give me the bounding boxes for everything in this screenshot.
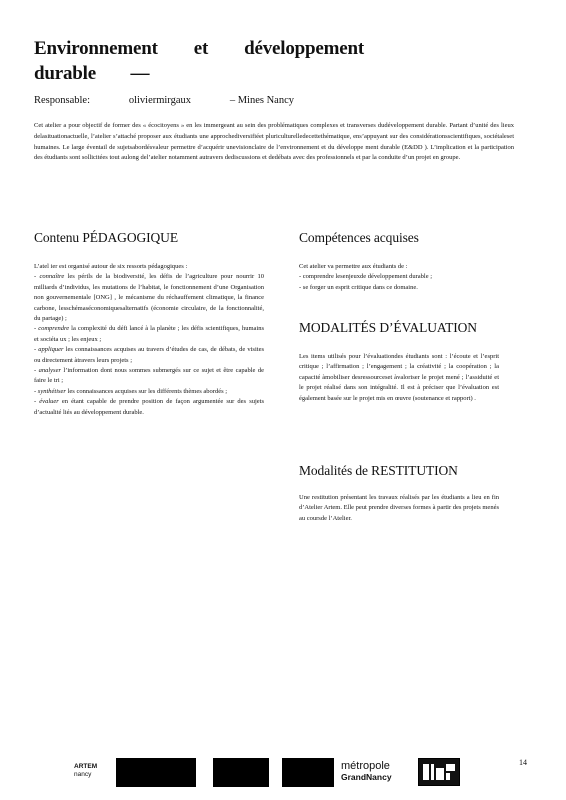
contenu-list: [34, 272, 264, 418]
list-item-verb: appliquer: [38, 346, 64, 354]
partner-logo-block: [116, 758, 196, 787]
list-item-text: l’information dont nous sommes submergés sur ce sujet et être capable de faire le tri ;: [34, 367, 264, 385]
list-item-text: les périls de la biodiversité, les défis de l’agriculture pour nourrir 10 milliards d’individus, les mutations de l’habitat, le fonctionnement d’une Organisation non gouvernementale [ONG] , le mécanisme du réchauffement climatique, la finance carbone, lesschémaséconomiquesalternatifs (économie circulaire, de la fonctionnalité, du partage) ;: [34, 273, 264, 323]
responsible-label: Responsable:: [34, 95, 90, 106]
contenu-heading: Contenu PÉDAGOGIQUE: [34, 230, 178, 245]
competences-body: [299, 262, 499, 293]
title-line-2: [34, 61, 364, 86]
list-item-verb: évaluer: [39, 398, 59, 406]
artem-logo: [74, 763, 97, 779]
page-number: 14: [519, 758, 527, 767]
contenu-body: [34, 262, 264, 418]
restitution-text: Une restitution présentant les travaux réalisés par les étudiants a lieu en fin d’Atelier Artem. Elle peut prendre diverses formes à partir des projets menés au coursde l’Atelier.: [299, 494, 499, 522]
list-item: - comprendre la complexité du défi lancé à la planète ; les défis scientifiques, humains et sociéta ux ; les enjeux ;: [34, 325, 264, 343]
list-item: - comprendre lesenjeuxde développement durable ;: [299, 273, 433, 281]
list-item: - évaluer en étant capable de prendre position de façon argumentée sur des sujets d’actualité liés au développement durable.: [34, 398, 264, 416]
competences-list: [299, 272, 499, 293]
title-word: et: [193, 38, 209, 59]
list-item-text: se forger un esprit critique dans ce domaine.: [302, 283, 418, 291]
list-item-verb: synthétiser: [37, 387, 66, 395]
artem-logo-line2: nancy: [74, 771, 92, 778]
list-item-verb: analyser: [38, 367, 61, 375]
evaluation-text: Les items utilisés pour l’évaluationdes étudiants sont : l’écoute et l’esprit critique ; l’affirmation ; l’engagement ; la créativité ; la coopération ; la capacité àmobiliser desressourceset àvaloriser le projet mené ; l’assiduité et le projet réalisé dans son intégralité. Il est à préciser que l’évaluation est également basée sur le projet mis en œuvre (soutenance et rapport) .: [299, 353, 499, 402]
list-item-verb: comprendre: [38, 325, 70, 333]
responsible-name: oliviermirgaux: [128, 95, 192, 106]
contenu-intro: L’atel ier est organisé autour de six ressorts pédagogiques :: [34, 263, 188, 270]
partner-logo-icon: [418, 758, 460, 786]
responsible-line: [34, 95, 294, 106]
title-line-1: [34, 36, 364, 61]
title-word: Environnement: [34, 38, 158, 59]
list-item-text: les connaissances acquises au travers d’études de cas, de débats, de visites ou directement àtravers leurs projets ;: [34, 346, 264, 364]
list-item: - connaître les périls de la biodiversité, les défis de l’agriculture pour nourrir 10 milliards d’individus, les mutations de l’habitat, le fonctionnement d’une Organisation non gouvernementale [ONG] , le mécanisme du réchauffement climatique, la finance carbone, lesschémaséconomiquesalternatifs (économie circulaire, de la fonctionnalité, du partage) ;: [34, 273, 264, 323]
metropole-logo-line1: métropole: [341, 760, 390, 772]
list-item-text: les connaissances acquises sur les différents thèmes abordés ;: [65, 387, 228, 395]
list-item: - synthétiser les connaissances acquises sur les différents thèmes abordés ;: [34, 387, 228, 395]
restitution-body: [299, 493, 499, 524]
metropole-logo: [341, 761, 392, 783]
title-word: durable: [34, 63, 96, 84]
metropole-logo-line2: GrandNancy: [341, 772, 392, 782]
list-item: - analyser l’information dont nous sommes submergés sur ce sujet et être capable de faire le tri ;: [34, 367, 264, 385]
list-item: - se forger un esprit critique dans ce domaine.: [299, 283, 418, 291]
page-title: [34, 36, 364, 86]
list-item-text: comprendre lesenjeuxde développement durable ;: [302, 273, 433, 281]
list-item: - appliquer les connaissances acquises au travers d’études de cas, de débats, de visites ou directement àtravers leurs projets ;: [34, 346, 264, 364]
artem-logo-line1: ARTEM: [74, 763, 98, 770]
competences-intro: Cet atelier va permettre aux étudiants de :: [299, 263, 408, 270]
list-item-text: en étant capable de prendre position de façon argumentée sur des sujets d’actualité liés au développement durable.: [34, 398, 264, 416]
evaluation-heading: MODALITÉS D’ÉVALUATION: [299, 320, 477, 335]
intro-paragraph: Cet atelier a pour objectif de former des « écocitoyens » en les immergeant au sein des problématiques complexes et transverses dudéveloppement durable. Partant d’unité des lieux delasituationactuelle, l’atelier s’attaché proposer aux étudiants une approchediversifiéet pluriculturelledecettethématique, ens’appuyant sur des considérationsscientifiques, sociétaleset humaines. Le large éventail de sujetsabordésvaleur permettre d’acquérir unevisionclaire de l’environnement et du développe ment durable (E&DD ). L’implication et la participation des étudiants sont sollicitées tout aulong del’atelier notamment autravers dediscussions et dedébats avec des professionnels et par la conduite d’un projet en groupe.: [34, 122, 514, 162]
competences-heading: Compétences acquises: [299, 230, 419, 245]
title-word: développement: [244, 38, 364, 59]
partner-logo-block: [282, 758, 334, 787]
partner-logo-graphic: [422, 762, 456, 782]
list-item-text: la complexité du défi lancé à la planète ; les défis scientifiques, humains et sociéta ux ; les enjeux ;: [34, 325, 264, 343]
partner-logo-block: [213, 758, 269, 787]
title-dash: —: [130, 63, 150, 84]
restitution-heading: Modalités de RESTITUTION: [299, 463, 458, 478]
responsible-org: – Mines Nancy: [229, 95, 294, 106]
list-item-verb: connaître: [39, 273, 65, 281]
evaluation-body: [299, 352, 499, 404]
